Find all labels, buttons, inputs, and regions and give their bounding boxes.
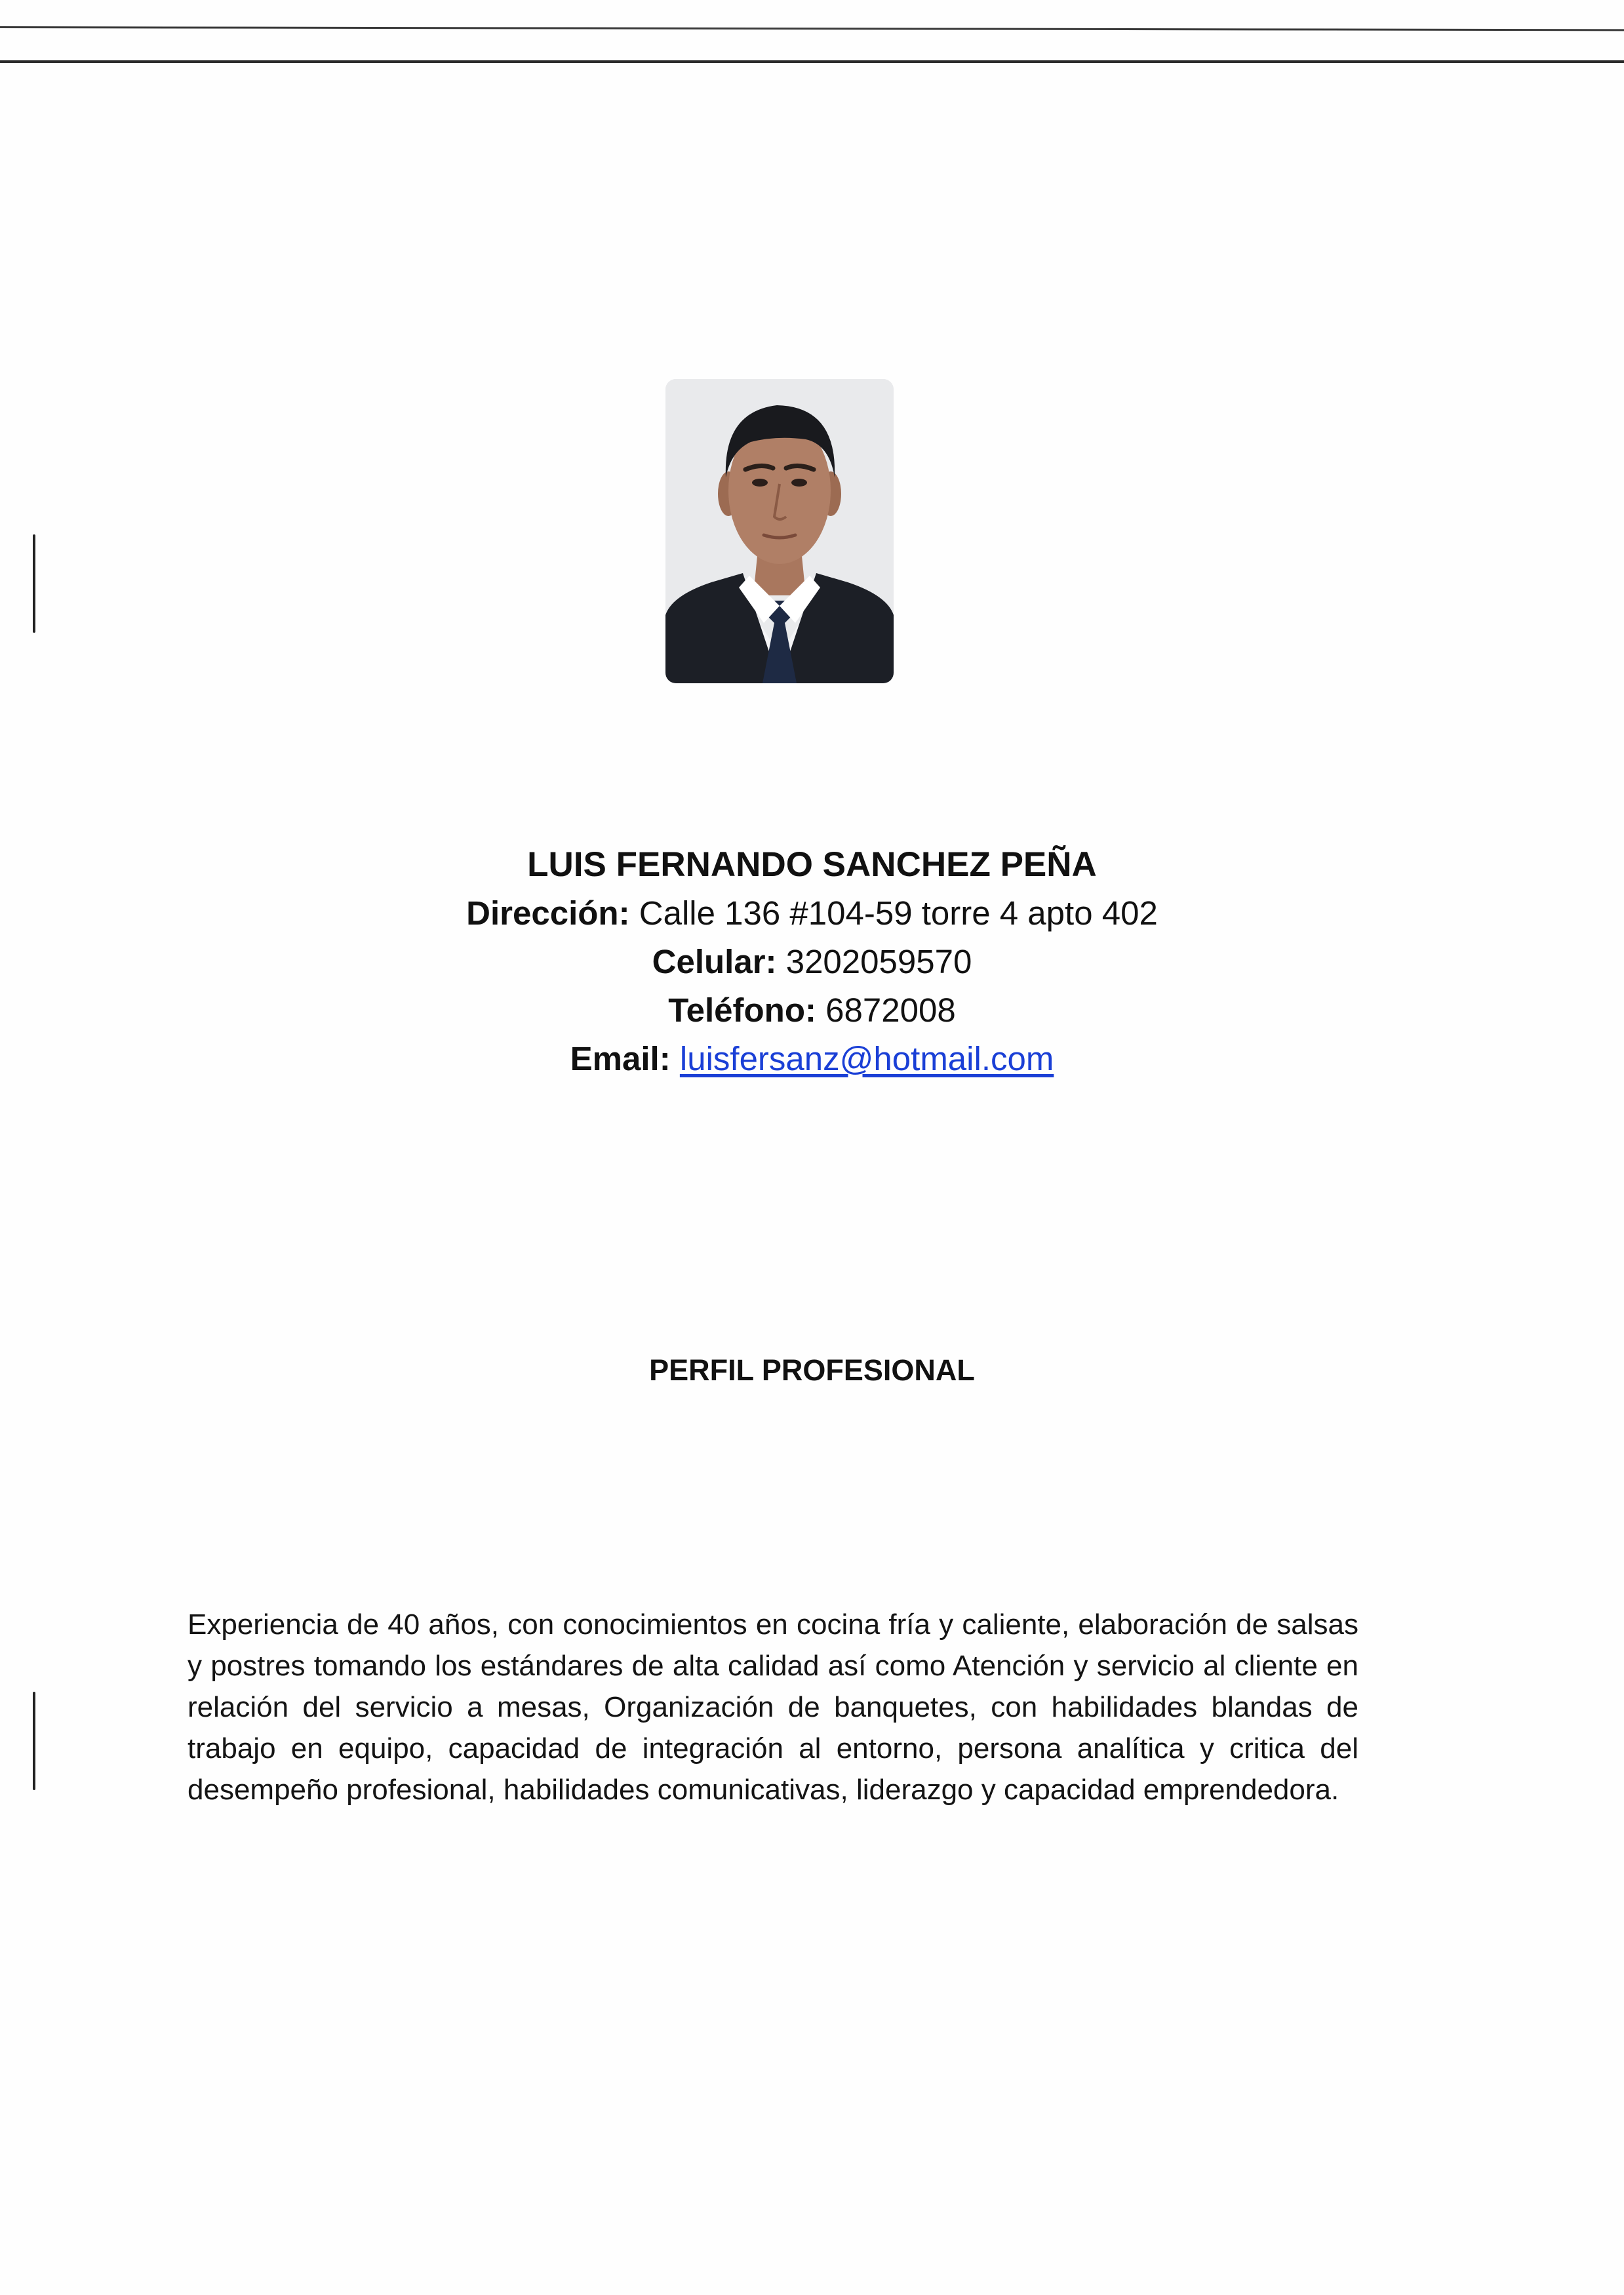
phone-label: Teléfono: <box>668 991 816 1029</box>
phone-line <box>0 986 1624 1035</box>
phone-value: 6872008 <box>825 991 956 1029</box>
profile-paragraph: Experiencia de 40 años, con conocimientos en cocina fría y caliente, elaboración de salsas y postres tomando los estándares de alta calidad así como Atención y servicio al cliente en relación del servicio a mesas, Organización de banquetes, con habilidades blandas de trabajo en equipo, capacidad de integración al entorno, persona analítica y critica del desempeño profesional, habilidades comunicativas, liderazgo y capacidad emprendedora. <box>188 1608 1358 1806</box>
address-label: Dirección: <box>466 894 630 932</box>
binder-hole-mark <box>33 534 35 633</box>
profile-section-title: PERFIL PROFESIONAL <box>649 1353 975 1387</box>
scan-edge-line <box>0 60 1624 63</box>
contact-block <box>0 841 1624 1083</box>
scan-edge-line <box>0 26 1624 31</box>
mobile-value: 3202059570 <box>785 943 972 980</box>
profile-photo <box>665 379 894 683</box>
person-name: LUIS FERNANDO SANCHEZ PEÑA <box>527 845 1097 884</box>
address-line <box>0 889 1624 938</box>
email-link[interactable]: luisfersanz@hotmail.com <box>679 1040 1054 1077</box>
address-value: Calle 136 #104-59 torre 4 apto 402 <box>639 894 1158 932</box>
email-label: Email: <box>570 1040 671 1077</box>
mobile-line <box>0 938 1624 986</box>
email-line <box>0 1035 1624 1083</box>
mobile-label: Celular: <box>652 943 777 980</box>
binder-hole-mark <box>33 1692 35 1790</box>
